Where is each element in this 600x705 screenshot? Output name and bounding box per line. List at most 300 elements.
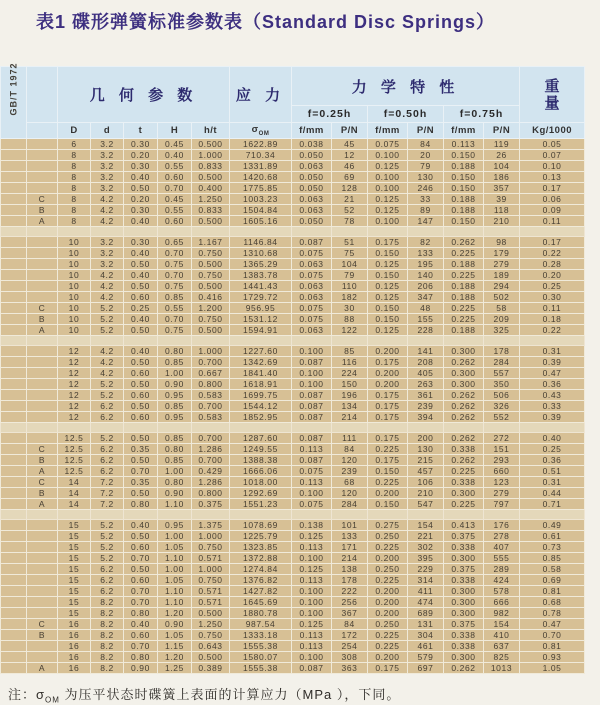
margin-strip-cell bbox=[1, 303, 27, 314]
value-cell: 0.125 bbox=[368, 194, 408, 205]
value-cell: 0.075 bbox=[292, 270, 332, 281]
value-cell: 0.087 bbox=[292, 237, 332, 248]
table-row bbox=[1, 194, 585, 205]
value-cell: 221 bbox=[408, 531, 444, 542]
value-cell: 825 bbox=[484, 652, 520, 663]
value-cell: 0.750 bbox=[192, 630, 230, 641]
value-cell: 79 bbox=[408, 161, 444, 172]
value-cell: 0.95 bbox=[158, 412, 192, 423]
table-row bbox=[1, 663, 585, 674]
margin-strip-cell bbox=[1, 401, 27, 412]
value-cell: 0.51 bbox=[520, 466, 585, 477]
table-row bbox=[1, 314, 585, 325]
value-cell: 0.65 bbox=[158, 237, 192, 248]
value-cell: 14 bbox=[58, 488, 91, 499]
value-cell: 0.750 bbox=[192, 270, 230, 281]
value-cell: 1.20 bbox=[158, 652, 192, 663]
value-cell: 0.500 bbox=[192, 652, 230, 663]
empty-cell bbox=[444, 510, 484, 520]
value-cell: 1.10 bbox=[158, 597, 192, 608]
value-cell: 10 bbox=[58, 325, 91, 336]
empty-cell bbox=[27, 336, 58, 346]
value-cell: 0.800 bbox=[192, 379, 230, 390]
value-cell: 0.85 bbox=[520, 553, 585, 564]
value-cell: 0.11 bbox=[520, 303, 585, 314]
margin-strip-cell bbox=[1, 553, 27, 564]
value-cell: 10 bbox=[58, 292, 91, 303]
value-cell: 0.700 bbox=[192, 455, 230, 466]
empty-cell bbox=[91, 510, 124, 520]
empty-cell bbox=[332, 510, 368, 520]
value-cell: 410 bbox=[484, 630, 520, 641]
series-label-cell: C bbox=[27, 477, 58, 488]
empty-cell bbox=[292, 510, 332, 520]
table-row bbox=[1, 564, 585, 575]
value-cell: 12 bbox=[58, 390, 91, 401]
value-cell: 1287.60 bbox=[230, 433, 292, 444]
value-cell: 0.43 bbox=[520, 390, 585, 401]
value-cell: 4.2 bbox=[91, 281, 124, 292]
value-cell: 0.45 bbox=[158, 139, 192, 150]
value-cell: 6.2 bbox=[91, 455, 124, 466]
value-cell: 1146.84 bbox=[230, 237, 292, 248]
margin-strip-cell bbox=[1, 466, 27, 477]
value-cell: 15 bbox=[58, 575, 91, 586]
value-cell: 0.125 bbox=[368, 281, 408, 292]
value-cell: 0.20 bbox=[124, 150, 158, 161]
value-cell: 8 bbox=[58, 150, 91, 161]
value-cell: 1666.06 bbox=[230, 466, 292, 477]
value-cell: 0.200 bbox=[368, 368, 408, 379]
value-cell: 21 bbox=[332, 194, 368, 205]
value-cell: 84 bbox=[332, 444, 368, 455]
table-row bbox=[1, 172, 585, 183]
value-cell: 15 bbox=[58, 520, 91, 531]
margin-strip-cell bbox=[1, 379, 27, 390]
value-cell: 1.286 bbox=[192, 477, 230, 488]
value-cell: 0.100 bbox=[368, 183, 408, 194]
group-separator-row bbox=[1, 423, 585, 433]
value-cell: 4.2 bbox=[91, 346, 124, 357]
value-cell: 1.000 bbox=[192, 346, 230, 357]
value-cell: 0.571 bbox=[192, 597, 230, 608]
series-label-cell bbox=[27, 150, 58, 161]
value-cell: 1.167 bbox=[192, 237, 230, 248]
table-row bbox=[1, 205, 585, 216]
value-cell: 0.125 bbox=[368, 292, 408, 303]
value-cell: 5.2 bbox=[91, 379, 124, 390]
empty-cell bbox=[332, 336, 368, 346]
series-label-cell: C bbox=[27, 444, 58, 455]
value-cell: 0.81 bbox=[520, 641, 585, 652]
value-cell: 0.500 bbox=[192, 281, 230, 292]
series-label-cell bbox=[27, 183, 58, 194]
value-cell: 1605.16 bbox=[230, 216, 292, 227]
value-cell: 506 bbox=[484, 390, 520, 401]
value-cell: 0.70 bbox=[124, 641, 158, 652]
value-cell: 1383.78 bbox=[230, 270, 292, 281]
value-cell: 0.36 bbox=[520, 455, 585, 466]
table-row bbox=[1, 183, 585, 194]
value-cell: 0.188 bbox=[444, 161, 484, 172]
value-cell: 51 bbox=[332, 237, 368, 248]
value-cell: 0.300 bbox=[444, 586, 484, 597]
value-cell: 0.22 bbox=[520, 325, 585, 336]
value-cell: 0.05 bbox=[520, 139, 585, 150]
value-cell: 0.50 bbox=[124, 259, 158, 270]
margin-strip-cell bbox=[1, 586, 27, 597]
value-cell: 0.225 bbox=[444, 314, 484, 325]
stress-header: 应 力 bbox=[230, 67, 292, 123]
value-cell: 0.087 bbox=[292, 455, 332, 466]
value-cell: 3.2 bbox=[91, 259, 124, 270]
value-cell: 1.00 bbox=[158, 531, 192, 542]
value-cell: 0.063 bbox=[292, 259, 332, 270]
value-cell: 224 bbox=[332, 368, 368, 379]
table-row bbox=[1, 553, 585, 564]
value-cell: 1.250 bbox=[192, 619, 230, 630]
value-cell: 0.113 bbox=[292, 641, 332, 652]
value-cell: 797 bbox=[484, 499, 520, 510]
value-cell: 0.175 bbox=[368, 455, 408, 466]
value-cell: 15 bbox=[58, 542, 91, 553]
series-label-cell bbox=[27, 161, 58, 172]
value-cell: 0.55 bbox=[158, 205, 192, 216]
empty-cell bbox=[484, 336, 520, 346]
value-cell: 0.338 bbox=[444, 575, 484, 586]
value-cell: 0.85 bbox=[158, 292, 192, 303]
value-cell: 46 bbox=[332, 161, 368, 172]
margin-strip-cell bbox=[1, 652, 27, 663]
value-cell: 3.2 bbox=[91, 248, 124, 259]
col-header-fmm-3: f/mm bbox=[444, 123, 484, 139]
value-cell: 0.063 bbox=[292, 194, 332, 205]
value-cell: 457 bbox=[408, 466, 444, 477]
value-cell: 0.06 bbox=[520, 194, 585, 205]
value-cell: 3.2 bbox=[91, 139, 124, 150]
value-cell: 5.2 bbox=[91, 520, 124, 531]
value-cell: 239 bbox=[332, 466, 368, 477]
value-cell: 15 bbox=[58, 531, 91, 542]
value-cell: 0.70 bbox=[158, 183, 192, 194]
col-header-d: d bbox=[91, 123, 124, 139]
value-cell: 8 bbox=[58, 194, 91, 205]
value-cell: 407 bbox=[484, 542, 520, 553]
value-cell: 0.100 bbox=[292, 586, 332, 597]
value-cell: 0.300 bbox=[444, 368, 484, 379]
value-cell: 10 bbox=[58, 314, 91, 325]
series-label-cell bbox=[27, 652, 58, 663]
series-label-cell bbox=[27, 575, 58, 586]
value-cell: 1.00 bbox=[158, 564, 192, 575]
value-cell: 0.28 bbox=[520, 259, 585, 270]
value-cell: 215 bbox=[408, 455, 444, 466]
value-cell: 0.087 bbox=[292, 357, 332, 368]
margin-strip-cell bbox=[1, 390, 27, 401]
value-cell: 0.40 bbox=[124, 619, 158, 630]
margin-strip-cell bbox=[1, 499, 27, 510]
value-cell: 0.17 bbox=[520, 183, 585, 194]
value-cell: 0.262 bbox=[444, 237, 484, 248]
value-cell: 424 bbox=[484, 575, 520, 586]
col-header-H: H bbox=[158, 123, 192, 139]
empty-cell bbox=[1, 510, 27, 520]
value-cell: 131 bbox=[408, 619, 444, 630]
value-cell: 308 bbox=[332, 652, 368, 663]
value-cell: 133 bbox=[332, 531, 368, 542]
value-cell: 689 bbox=[408, 608, 444, 619]
margin-strip-cell bbox=[1, 237, 27, 248]
value-cell: 0.60 bbox=[158, 172, 192, 183]
value-cell: 0.93 bbox=[520, 652, 585, 663]
value-cell: 0.09 bbox=[520, 205, 585, 216]
value-cell: 0.571 bbox=[192, 553, 230, 564]
value-cell: 12 bbox=[332, 150, 368, 161]
empty-cell bbox=[408, 227, 444, 237]
value-cell: 0.571 bbox=[192, 586, 230, 597]
value-cell: 0.200 bbox=[368, 586, 408, 597]
value-cell: 1331.89 bbox=[230, 161, 292, 172]
table-row bbox=[1, 237, 585, 248]
value-cell: 0.39 bbox=[520, 412, 585, 423]
value-cell: 987.54 bbox=[230, 619, 292, 630]
value-cell: 0.35 bbox=[124, 444, 158, 455]
value-cell: 141 bbox=[408, 346, 444, 357]
value-cell: 0.50 bbox=[124, 531, 158, 542]
value-cell: 0.113 bbox=[292, 477, 332, 488]
value-cell: 16 bbox=[58, 630, 91, 641]
series-label-cell bbox=[27, 259, 58, 270]
value-cell: 0.175 bbox=[368, 663, 408, 674]
value-cell: 12 bbox=[58, 368, 91, 379]
margin-strip-cell bbox=[1, 194, 27, 205]
value-cell: 0.30 bbox=[124, 139, 158, 150]
value-cell: 4.2 bbox=[91, 368, 124, 379]
value-cell: 8.2 bbox=[91, 630, 124, 641]
value-cell: 0.063 bbox=[292, 205, 332, 216]
value-cell: 155 bbox=[408, 314, 444, 325]
deflection-050h-header: f=0.50h bbox=[368, 106, 444, 123]
value-cell: 8.2 bbox=[91, 652, 124, 663]
empty-cell bbox=[408, 510, 444, 520]
value-cell: 78 bbox=[332, 216, 368, 227]
value-cell: 0.175 bbox=[368, 357, 408, 368]
value-cell: 0.087 bbox=[292, 401, 332, 412]
value-cell: 0.225 bbox=[368, 477, 408, 488]
value-cell: 208 bbox=[408, 357, 444, 368]
empty-cell bbox=[230, 423, 292, 433]
value-cell: 0.40 bbox=[520, 433, 585, 444]
value-cell: 0.300 bbox=[444, 488, 484, 499]
value-cell: 4.2 bbox=[91, 216, 124, 227]
value-cell: 186 bbox=[484, 172, 520, 183]
value-cell: 0.40 bbox=[124, 520, 158, 531]
empty-cell bbox=[408, 423, 444, 433]
value-cell: 0.100 bbox=[368, 150, 408, 161]
value-cell: 0.188 bbox=[444, 325, 484, 336]
value-cell: 0.225 bbox=[444, 466, 484, 477]
value-cell: 0.150 bbox=[444, 216, 484, 227]
col-header-t: t bbox=[124, 123, 158, 139]
value-cell: 85 bbox=[332, 346, 368, 357]
value-cell: 222 bbox=[332, 586, 368, 597]
value-cell: 0.113 bbox=[292, 630, 332, 641]
value-cell: 395 bbox=[408, 553, 444, 564]
empty-cell bbox=[158, 510, 192, 520]
margin-strip-cell bbox=[1, 139, 27, 150]
value-cell: 68 bbox=[332, 477, 368, 488]
margin-strip-cell bbox=[1, 619, 27, 630]
value-cell: 0.188 bbox=[444, 292, 484, 303]
value-cell: 0.125 bbox=[292, 619, 332, 630]
value-cell: 0.200 bbox=[368, 652, 408, 663]
value-cell: 0.700 bbox=[192, 401, 230, 412]
value-cell: 0.138 bbox=[292, 520, 332, 531]
margin-strip-cell bbox=[1, 630, 27, 641]
margin-strip-cell bbox=[1, 575, 27, 586]
value-cell: 1880.78 bbox=[230, 608, 292, 619]
value-cell: 0.050 bbox=[292, 216, 332, 227]
value-cell: 10 bbox=[58, 237, 91, 248]
value-cell: 0.60 bbox=[158, 216, 192, 227]
value-cell: 0.750 bbox=[192, 314, 230, 325]
value-cell: 0.338 bbox=[444, 444, 484, 455]
empty-cell bbox=[192, 423, 230, 433]
value-cell: 1555.38 bbox=[230, 641, 292, 652]
value-cell: 138 bbox=[332, 564, 368, 575]
value-cell: 0.225 bbox=[444, 270, 484, 281]
value-cell: 0.90 bbox=[158, 488, 192, 499]
empty-cell bbox=[124, 510, 158, 520]
value-cell: 293 bbox=[484, 455, 520, 466]
value-cell: 0.175 bbox=[368, 412, 408, 423]
value-cell: 1841.40 bbox=[230, 368, 292, 379]
series-label-cell bbox=[27, 270, 58, 281]
value-cell: 154 bbox=[408, 520, 444, 531]
value-cell: 0.250 bbox=[368, 619, 408, 630]
value-cell: 0.80 bbox=[124, 608, 158, 619]
value-cell: 357 bbox=[484, 183, 520, 194]
value-cell: 0.30 bbox=[520, 292, 585, 303]
value-cell: 0.375 bbox=[444, 619, 484, 630]
value-cell: 0.49 bbox=[520, 520, 585, 531]
value-cell: 123 bbox=[484, 477, 520, 488]
value-cell: 0.50 bbox=[124, 325, 158, 336]
series-label-cell: B bbox=[27, 455, 58, 466]
value-cell: 0.85 bbox=[158, 357, 192, 368]
value-cell: 1645.69 bbox=[230, 597, 292, 608]
margin-strip-cell bbox=[1, 216, 27, 227]
value-cell: 246 bbox=[408, 183, 444, 194]
value-cell: 1.10 bbox=[158, 553, 192, 564]
value-cell: 182 bbox=[332, 292, 368, 303]
value-cell: 0.30 bbox=[124, 237, 158, 248]
table-row bbox=[1, 652, 585, 663]
value-cell: 6.2 bbox=[91, 444, 124, 455]
empty-cell bbox=[368, 227, 408, 237]
value-cell: 0.225 bbox=[368, 575, 408, 586]
value-cell: 0.338 bbox=[444, 641, 484, 652]
series-label-cell bbox=[27, 379, 58, 390]
value-cell: 0.44 bbox=[520, 488, 585, 499]
value-cell: 0.50 bbox=[124, 455, 158, 466]
value-cell: 0.750 bbox=[192, 542, 230, 553]
value-cell: 16 bbox=[58, 641, 91, 652]
empty-cell bbox=[484, 510, 520, 520]
value-cell: 1504.84 bbox=[230, 205, 292, 216]
value-cell: 39 bbox=[484, 194, 520, 205]
value-cell: 1618.91 bbox=[230, 379, 292, 390]
empty-cell bbox=[158, 423, 192, 433]
series-label-cell bbox=[27, 172, 58, 183]
value-cell: 0.150 bbox=[444, 150, 484, 161]
value-cell: 0.50 bbox=[124, 357, 158, 368]
value-cell: 294 bbox=[484, 281, 520, 292]
col-header-pn-2: P/N bbox=[408, 123, 444, 139]
series-label-cell bbox=[27, 237, 58, 248]
group-separator-row bbox=[1, 510, 585, 520]
margin-strip-cell bbox=[1, 172, 27, 183]
value-cell: 0.60 bbox=[124, 630, 158, 641]
series-label-cell: B bbox=[27, 488, 58, 499]
empty-cell bbox=[444, 227, 484, 237]
value-cell: 0.150 bbox=[444, 183, 484, 194]
empty-cell bbox=[124, 336, 158, 346]
value-cell: 0.10 bbox=[520, 161, 585, 172]
value-cell: 0.85 bbox=[158, 455, 192, 466]
value-cell: 171 bbox=[332, 542, 368, 553]
margin-strip-cell bbox=[1, 368, 27, 379]
value-cell: 1775.85 bbox=[230, 183, 292, 194]
value-cell: 30 bbox=[332, 303, 368, 314]
value-cell: 0.300 bbox=[444, 608, 484, 619]
value-cell: 15 bbox=[58, 553, 91, 564]
empty-cell bbox=[58, 510, 91, 520]
table-row bbox=[1, 488, 585, 499]
value-cell: 0.075 bbox=[292, 248, 332, 259]
value-cell: 1227.60 bbox=[230, 346, 292, 357]
table-row bbox=[1, 455, 585, 466]
empty-cell bbox=[27, 510, 58, 520]
value-cell: 8.2 bbox=[91, 641, 124, 652]
value-cell: 0.50 bbox=[124, 401, 158, 412]
table-row bbox=[1, 161, 585, 172]
series-label-cell bbox=[27, 531, 58, 542]
value-cell: 0.087 bbox=[292, 412, 332, 423]
series-label-cell bbox=[27, 248, 58, 259]
value-cell: 0.750 bbox=[192, 248, 230, 259]
value-cell: 0.225 bbox=[368, 542, 408, 553]
table-row bbox=[1, 248, 585, 259]
value-cell: 0.69 bbox=[520, 575, 585, 586]
value-cell: 104 bbox=[484, 161, 520, 172]
value-cell: 1729.72 bbox=[230, 292, 292, 303]
value-cell: 0.25 bbox=[124, 303, 158, 314]
margin-strip-cell bbox=[1, 248, 27, 259]
value-cell: 0.80 bbox=[158, 477, 192, 488]
value-cell: 0.175 bbox=[368, 237, 408, 248]
empty-cell bbox=[520, 423, 585, 433]
value-cell: 176 bbox=[484, 520, 520, 531]
value-cell: 278 bbox=[484, 531, 520, 542]
value-cell: 956.95 bbox=[230, 303, 292, 314]
empty-cell bbox=[124, 227, 158, 237]
value-cell: 0.75 bbox=[158, 325, 192, 336]
value-cell: 660 bbox=[484, 466, 520, 477]
empty-cell bbox=[332, 423, 368, 433]
value-cell: 0.500 bbox=[192, 608, 230, 619]
value-cell: 0.50 bbox=[124, 183, 158, 194]
